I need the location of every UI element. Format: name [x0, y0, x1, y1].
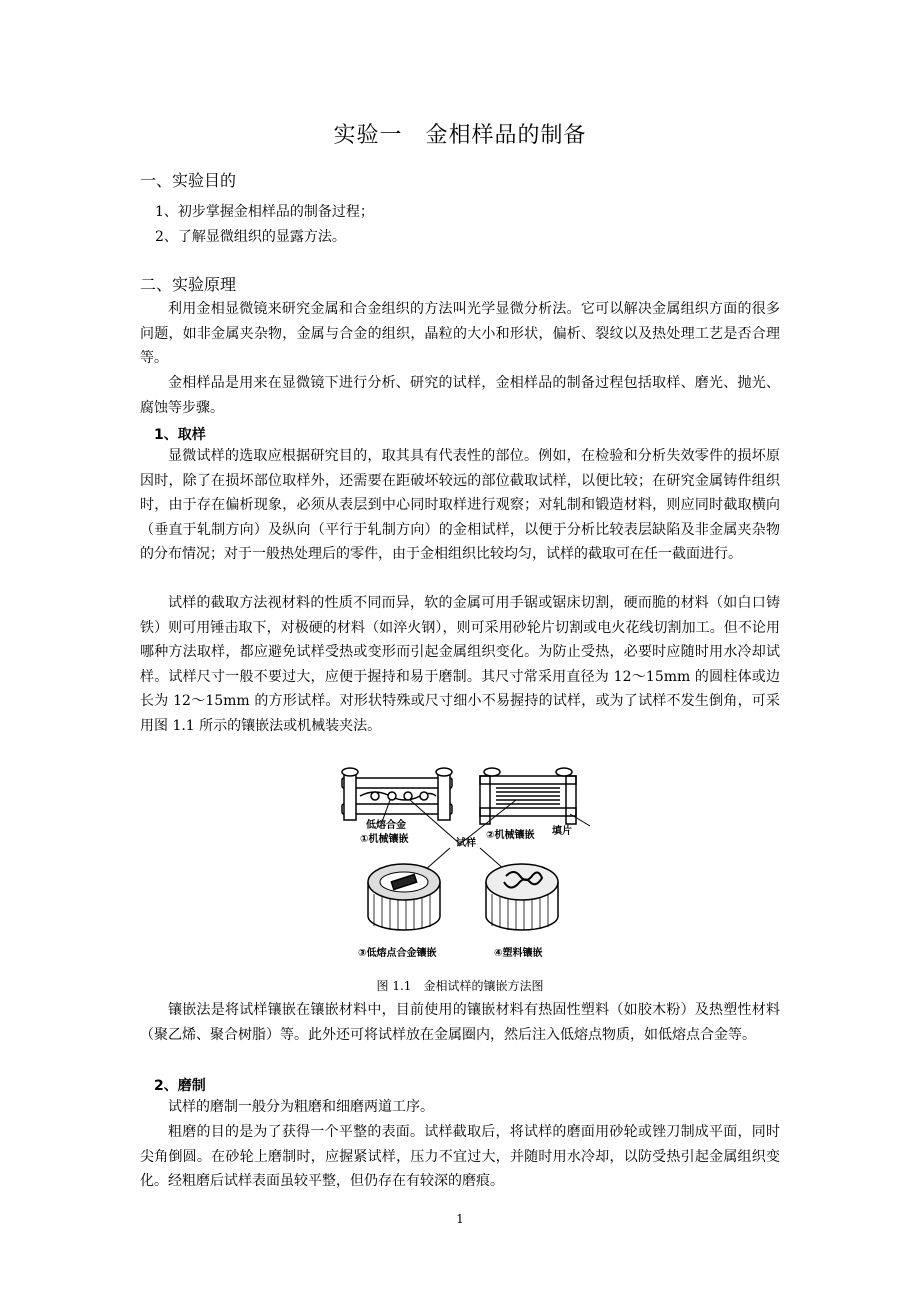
label-plastic-mount: ④塑料镶嵌: [494, 948, 543, 959]
subsection-heading-grinding: 2、磨制: [154, 1078, 206, 1094]
label-mech-mount-2: ②机械镶嵌: [486, 830, 535, 841]
mounting-paragraph: 镶嵌法是将试样镶嵌在镶嵌材料中，目前使用的镶嵌材料有热固性塑料（如胶木粉）及热塑性材料（聚乙烯、聚合树脂）等。此外还可将试样放在金属圈内，然后注入低熔点物质，如低熔点合金等。: [140, 1002, 780, 1043]
figure-caption: 图 1.1 金相试样的镶嵌方法图: [376, 979, 544, 993]
section-heading-purpose: 一、实验目的: [140, 171, 237, 190]
plastic-mount-drawing: [486, 864, 558, 930]
label-mech-mount-1: ①机械镶嵌: [360, 834, 409, 845]
sampling-paragraph-2: 试样的截取方法视材料的性质不同而异，软的金属可用手锯或锯床切割，硬而脆的材料（如白口铸铁）则可用锤击取下，对极硬的材料（如淬火钢），则可采用砂轮片切割或电火花线切割加工。但不论用哪种方法取样，都应避免试样受热或变形而引起金属组织变化。为防止受热，必要时应随时用水冷却试样。试样尺寸一般不要过大，应便于握持和易于磨制。其尺寸常采用直径为 12～15mm 的圆柱体或边长为 12～15mm 的方形试样。对形状特殊或尺寸细小不易握持的试样，或为了试样不发生倒角，可采用图 1.1 所示的镶嵌法或机械装夹法。: [140, 595, 780, 734]
label-low-melt-mount: ③低熔点合金镶嵌: [358, 948, 437, 959]
label-shim: 填片: [552, 826, 572, 837]
mounting-methods-figure: [330, 764, 590, 964]
low-melt-mount-drawing: [368, 864, 440, 930]
mechanical-clamp-1-drawing: [342, 768, 452, 820]
section-heading-principle: 二、实验原理: [140, 275, 237, 294]
subsection-heading-sampling: 1、取样: [154, 427, 206, 443]
grinding-paragraph-1: 试样的磨制一般分为粗磨和细磨两道工序。: [168, 1099, 434, 1115]
principle-paragraph-2: 金相样品是用来在显微镜下进行分析、研究的试样，金相样品的制备过程包括取样、磨光、抛光、腐蚀等步骤。: [140, 375, 780, 416]
page-number: 1: [456, 1212, 464, 1226]
purpose-item-2: 2、了解显微组织的显露方法。: [155, 229, 346, 245]
principle-paragraph-1: 利用金相显微镜来研究金属和合金组织的方法叫光学显微分析法。它可以解决金属组织方面的很多问题，如非金属夹杂物，金属与合金的组织，晶粒的大小和形状，偏析、裂纹以及热处理工艺是否合理等。: [140, 301, 780, 366]
label-low-melt-alloy: 低熔合金: [366, 820, 406, 831]
page-title: 实验一 金相样品的制备: [333, 123, 587, 148]
purpose-item-1: 1、初步掌握金相样品的制备过程；: [155, 204, 374, 220]
sampling-paragraph-1: 显微试样的选取应根据研究目的，取其具有代表性的部位。例如，在检验和分析失效零件的损坏原因时，除了在损坏部位取样外，还需要在距破坏较远的部位截取试样，以便比较；在研究金属铸件组织时，由于存在偏析现象，必须从表层到中心同时取样进行观察；对轧制和锻造材料，则应同时截取横向（垂直于轧制方向）及纵向（平行于轧制方向）的金相试样，以便于分析比较表层缺陷及非金属夹杂物的分布情况；对于一般热处理后的零件，由于金相组织比较均匀，试样的截取可在任一截面进行。: [140, 448, 780, 562]
grinding-paragraph-2: 粗磨的目的是为了获得一个平整的表面。试样截取后，将试样的磨面用砂轮或锉刀制成平面，同时尖角倒圆。在砂轮上磨制时，应握紧试样，压力不宜过大，并随时用水冷却，以防受热引起金属组织变化。经粗磨后试样表面虽较平整，但仍存在有较深的磨痕。: [140, 1124, 780, 1189]
mechanical-clamp-2-drawing: [480, 768, 576, 824]
label-specimen: 试样: [456, 838, 476, 849]
